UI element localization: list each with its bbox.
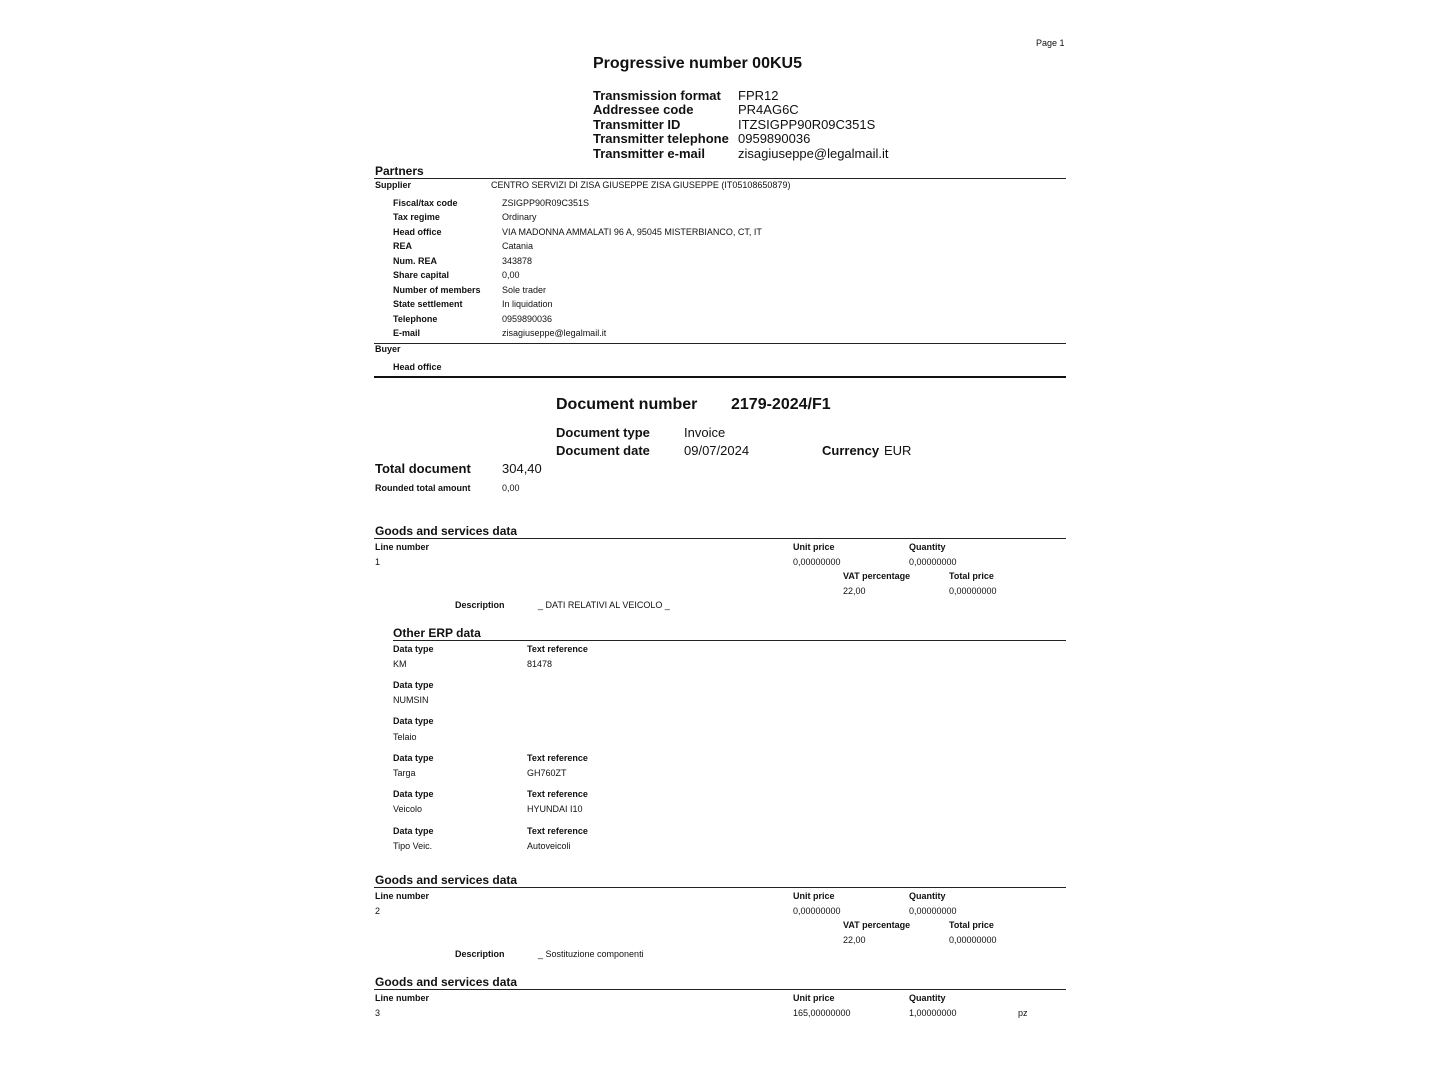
total-price-value: 0,00000000 [949, 935, 997, 945]
description-label: Description [455, 600, 505, 610]
quantity-label: Quantity [909, 993, 946, 1003]
unit-price-label: Unit price [793, 542, 835, 552]
detail-value: VIA MADONNA AMMALATI 96 A, 95045 MISTERBIANCO, CT, IT [502, 227, 762, 237]
page-number: Page 1 [1036, 38, 1065, 48]
unit-price-value: 0,00000000 [793, 906, 841, 916]
divider [374, 178, 1066, 179]
line-number-value: 3 [375, 1008, 381, 1018]
detail-value: 0,00 [502, 270, 520, 280]
partners-heading: Partners [375, 164, 424, 178]
description-label: Description [455, 949, 505, 959]
field-value: FPR12 [738, 88, 779, 103]
currency-value: EUR [884, 443, 912, 458]
field-label: Transmission format [593, 88, 721, 103]
field-value: 0959890036 [738, 131, 811, 146]
detail-value: 0959890036 [502, 314, 553, 324]
detail-label: Head office [393, 227, 442, 237]
document-date-label: Document date [556, 443, 650, 458]
detail-value: Catania [502, 241, 534, 251]
rounded-total-label: Rounded total amount [375, 483, 471, 493]
detail-label: E-mail [393, 328, 421, 338]
field-label: Addressee code [593, 102, 694, 117]
data-type-value: Targa [393, 768, 416, 778]
data-type-label: Data type [393, 644, 434, 654]
detail-value: ZSIGPP90R09C351S [502, 198, 590, 208]
divider [393, 640, 1066, 641]
unit-price-value: 0,00000000 [793, 557, 841, 567]
divider [374, 343, 1066, 344]
currency-label: Currency [822, 443, 880, 458]
data-type-value: Veicolo [393, 804, 423, 814]
detail-label: REA [393, 241, 413, 251]
vat-percentage-label: VAT percentage [843, 920, 911, 930]
detail-value: Ordinary [502, 212, 537, 222]
field-value: PR4AG6C [738, 102, 799, 117]
divider [374, 538, 1066, 539]
vat-percentage-value: 22,00 [843, 586, 866, 596]
description-value: _ Sostituzione componenti [538, 949, 644, 959]
unit-price-value: 165,00000000 [793, 1008, 851, 1018]
document-number-label: Document number [556, 396, 698, 413]
description-value: _ DATI RELATIVI AL VEICOLO _ [538, 600, 670, 610]
document-type-value: Invoice [684, 425, 726, 440]
total-document-value: 304,40 [502, 461, 542, 476]
line-number-label: Line number [375, 891, 430, 901]
line-number-value: 1 [375, 557, 381, 567]
total-price-label: Total price [949, 571, 994, 581]
vat-percentage-value: 22,00 [843, 935, 866, 945]
detail-label: Share capital [393, 270, 450, 280]
goods-heading: Goods and services data [375, 524, 518, 538]
unit-of-measure: pz [1018, 1008, 1028, 1018]
field-value: ITZSIGPP90R09C351S [738, 117, 876, 132]
line-number-label: Line number [375, 993, 430, 1003]
buyer-label: Buyer [375, 344, 401, 354]
detail-label: Num. REA [393, 256, 438, 266]
data-type-label: Data type [393, 789, 434, 799]
text-reference-label: Text reference [527, 753, 588, 763]
quantity-value: 0,00000000 [909, 906, 957, 916]
detail-label: Number of members [393, 285, 481, 295]
erp-heading: Other ERP data [393, 626, 481, 640]
detail-label: Fiscal/tax code [393, 198, 458, 208]
text-reference-value: HYUNDAI I10 [527, 804, 583, 814]
quantity-value: 0,00000000 [909, 557, 957, 567]
data-type-value: Tipo Veic. [393, 841, 433, 851]
text-reference-label: Text reference [527, 644, 588, 654]
detail-label: Telephone [393, 314, 438, 324]
divider [374, 887, 1066, 888]
divider [374, 989, 1066, 990]
quantity-label: Quantity [909, 542, 946, 552]
document-number-value: 2179-2024/F1 [731, 396, 831, 413]
detail-label: State settlement [393, 299, 463, 309]
supplier-name: CENTRO SERVIZI DI ZISA GIUSEPPE ZISA GIUSEPPE (IT05108650879) [491, 180, 791, 190]
data-type-value: Telaio [393, 732, 417, 742]
data-type-value: NUMSIN [393, 695, 429, 705]
progressive-number-title: Progressive number 00KU5 [593, 55, 802, 72]
quantity-label: Quantity [909, 891, 946, 901]
detail-value: 343878 [502, 256, 533, 266]
detail-value: zisagiuseppe@legalmail.it [502, 328, 607, 338]
detail-label: Tax regime [393, 212, 440, 222]
data-type-label: Data type [393, 716, 434, 726]
goods-heading: Goods and services data [375, 873, 518, 887]
unit-price-label: Unit price [793, 891, 835, 901]
unit-price-label: Unit price [793, 993, 835, 1003]
field-label: Transmitter telephone [593, 131, 729, 146]
text-reference-label: Text reference [527, 826, 588, 836]
line-number-value: 2 [375, 906, 381, 916]
data-type-value: KM [393, 659, 407, 669]
data-type-label: Data type [393, 826, 434, 836]
data-type-label: Data type [393, 753, 434, 763]
text-reference-value: GH760ZT [527, 768, 567, 778]
buyer-head-office-label: Head office [393, 362, 442, 372]
detail-value: In liquidation [502, 299, 553, 309]
supplier-label: Supplier [375, 180, 412, 190]
total-price-value: 0,00000000 [949, 586, 997, 596]
data-type-label: Data type [393, 680, 434, 690]
field-label: Transmitter ID [593, 117, 681, 132]
line-number-label: Line number [375, 542, 430, 552]
text-reference-label: Text reference [527, 789, 588, 799]
total-price-label: Total price [949, 920, 994, 930]
total-document-label: Total document [375, 461, 471, 476]
rounded-total-value: 0,00 [502, 483, 520, 493]
goods-heading: Goods and services data [375, 975, 518, 989]
text-reference-value: Autoveicoli [527, 841, 571, 851]
field-value: zisagiuseppe@legalmail.it [738, 146, 889, 161]
document-type-label: Document type [556, 425, 650, 440]
detail-value: Sole trader [502, 285, 547, 295]
divider [374, 376, 1066, 378]
field-label: Transmitter e-mail [593, 146, 705, 161]
vat-percentage-label: VAT percentage [843, 571, 911, 581]
document-date-value: 09/07/2024 [684, 443, 750, 458]
text-reference-value: 81478 [527, 659, 553, 669]
quantity-value: 1,00000000 [909, 1008, 957, 1018]
